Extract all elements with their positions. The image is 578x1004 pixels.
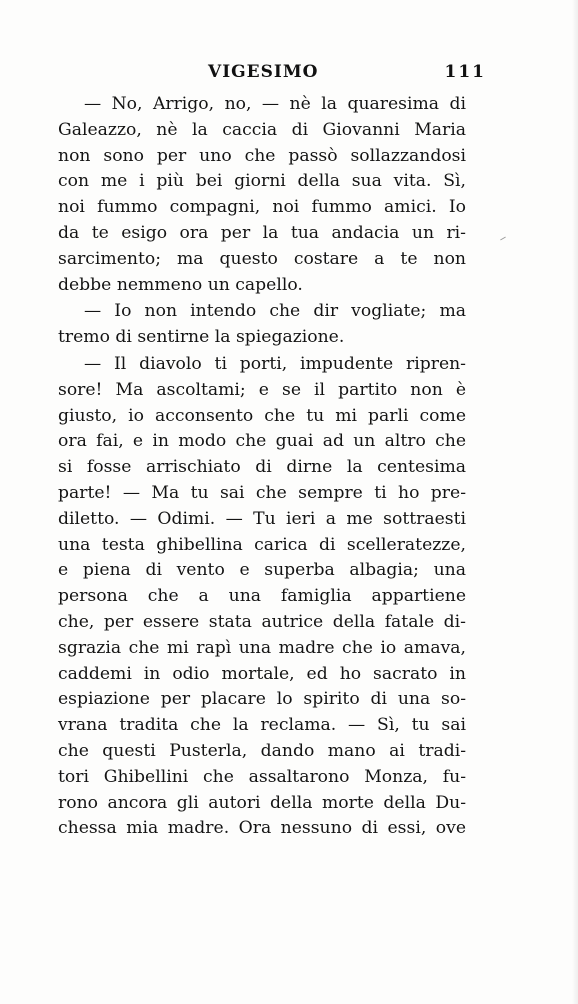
text-line: noi fummo compagni, noi fummo amici. Io <box>58 197 466 218</box>
text-line: ora fai, e in modo che guai ad un altro che <box>58 431 466 452</box>
text-line: — No, Arrigo, no, — nè la quaresima di <box>84 94 466 114</box>
text-line: che questi Pusterla, dando mano ai tradi- <box>58 740 466 761</box>
stray-ink-mark <box>500 237 506 241</box>
paragraph <box>58 299 466 351</box>
text-line: vrana tradita che la reclama. — Sì, tu sai <box>58 715 466 736</box>
text-line: una testa ghibellina carica di scelleratezze, <box>58 534 466 555</box>
text-line: e piena di vento e superba albagia; una <box>58 560 466 581</box>
text-line: chessa mia madre. Ora nessuno di essi, ove <box>58 818 466 839</box>
text-line: da te esigo ora per la tua andacia un ri- <box>58 222 466 243</box>
text-line: — Il diavolo ti porti, impudente ripren- <box>84 353 466 374</box>
text-line: tori Ghibellini che assaltarono Monza, fu- <box>58 766 466 787</box>
text-line: Galeazzo, nè la caccia di Giovanni Maria <box>58 119 466 140</box>
text-line: giusto, io acconsento che tu mi parli come <box>58 405 466 426</box>
paragraph <box>58 352 466 842</box>
text-line: sore! Ma ascoltami; e se il partito non è <box>58 379 466 400</box>
text-line: sarcimento; ma questo costare a te non <box>58 248 466 269</box>
text-line: debbe nemmeno un capello. <box>58 274 303 295</box>
paragraph <box>58 92 466 298</box>
text-line: espiazione per placare lo spirito di una so- <box>58 689 466 710</box>
page-edge-shadow <box>572 0 578 1004</box>
text-line: diletto. — Odimi. — Tu ieri a me sottraesti <box>58 508 466 529</box>
text-line: non sono per uno che passò sollazzandosi <box>58 145 466 166</box>
text-line: con me i più bei giorni della sua vita. Sì, <box>58 171 466 192</box>
text-line: si fosse arrischiato di dirne la centesima <box>58 457 466 478</box>
text-line: sgrazia che mi rapì una madre che io amava, <box>58 637 466 658</box>
text-line: che, per essere stata autrice della fatale di- <box>58 611 466 632</box>
text-line: caddemi in odio mortale, ed ho sacrato in <box>58 663 466 684</box>
text-line: tremo di sentirne la spiegazione. <box>58 327 345 348</box>
page-header <box>60 62 490 88</box>
text-line: persona che a una famiglia appartiene <box>58 586 466 607</box>
body-text <box>58 92 466 842</box>
text-line: rono ancora gli autori della morte della Du- <box>58 792 466 813</box>
running-title: VIGESIMO <box>208 62 319 82</box>
text-line: parte! — Ma tu sai che sempre ti ho pre- <box>58 482 466 503</box>
page-number: 111 <box>444 62 486 82</box>
text-line: — Io non intendo che dir vogliate; ma <box>84 301 466 322</box>
